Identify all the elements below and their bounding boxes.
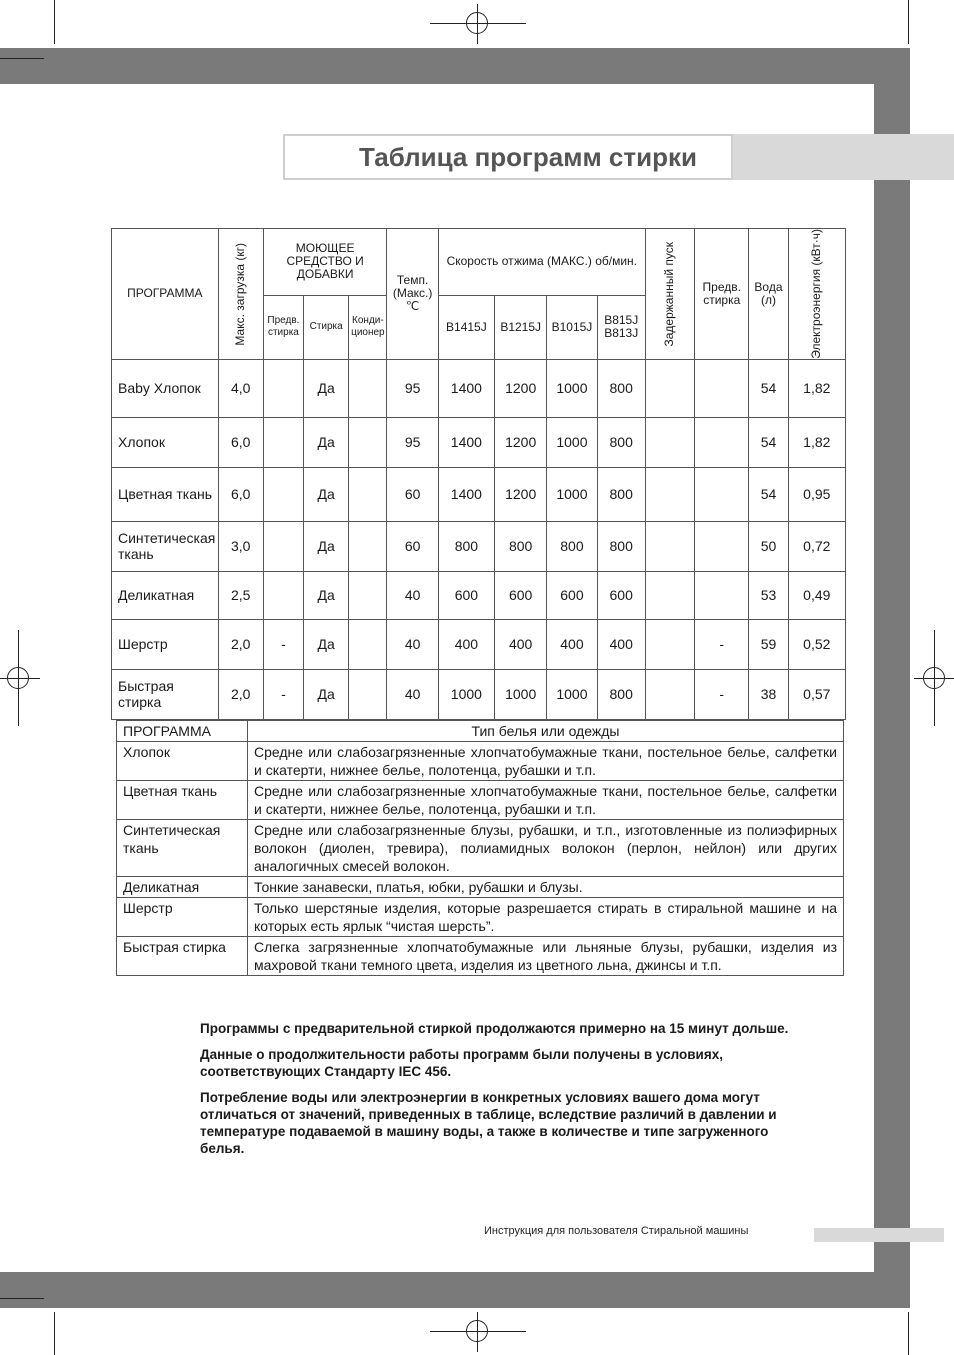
cell-s1: 600	[438, 571, 494, 619]
header-program: ПРОГРАММА	[117, 721, 248, 742]
table-row	[112, 417, 846, 467]
registration-mark	[7, 667, 29, 689]
bottom-band	[0, 1272, 910, 1308]
cell-s1: 400	[438, 619, 494, 669]
cell-delay	[645, 571, 694, 619]
notes	[200, 1020, 800, 1166]
header-prewash-sub: Предв. стирка	[263, 295, 303, 359]
cell-wash: Да	[304, 669, 349, 719]
header-spin: Скорость отжима (МАКС.) об/мин.	[438, 229, 645, 296]
cell-s2: 1200	[495, 467, 547, 521]
cell-program: Цветная ткань	[117, 781, 248, 820]
cell-temp: 95	[387, 417, 438, 467]
cell-load: 6,0	[218, 417, 263, 467]
cell-water: 50	[749, 521, 788, 571]
table-row	[112, 359, 846, 417]
cell-pre2	[695, 571, 749, 619]
right-band	[874, 84, 910, 1272]
cell-pre2	[695, 467, 749, 521]
footer-text: Инструкция для пользователя Стиральной машины	[484, 1225, 749, 1237]
cell-program: Хлопок	[112, 417, 219, 467]
top-band	[0, 48, 910, 84]
table-row	[112, 571, 846, 619]
crop-mark	[54, 1312, 55, 1355]
cell-program: Деликатная	[117, 877, 248, 898]
cell-energy: 0,95	[788, 467, 845, 521]
cell-s3: 600	[547, 571, 597, 619]
cell-water: 54	[749, 359, 788, 417]
cell-pre2	[695, 359, 749, 417]
table-row	[117, 742, 844, 781]
cell-s1: 1000	[438, 669, 494, 719]
cell-description: Средне или слабозагрязненные блузы, рубашки, и т.п., изготовленные из полиэфирных волокон (диолен, тревира), полиамидных волокон (перлон, нейлон) или других аналогичных смесей волокон.	[248, 820, 844, 877]
cell-delay	[645, 521, 694, 571]
cell-pre2: -	[695, 619, 749, 669]
crop-mark	[908, 0, 909, 44]
header-delayed: Задержанный пуск	[645, 229, 694, 360]
cell-wash: Да	[304, 571, 349, 619]
cell-water: 38	[749, 669, 788, 719]
cell-program: Деликатная	[112, 571, 219, 619]
header-wash-sub: Стирка	[304, 295, 349, 359]
registration-mark	[923, 667, 945, 689]
cell-delay	[645, 669, 694, 719]
table-row	[112, 467, 846, 521]
cell-water: 53	[749, 571, 788, 619]
cell-energy: 0,57	[788, 669, 845, 719]
cell-s3: 1000	[547, 417, 597, 467]
cell-s1: 1400	[438, 467, 494, 521]
cell-temp: 60	[387, 467, 438, 521]
cell-program: Хлопок	[117, 742, 248, 781]
cell-pre	[263, 571, 303, 619]
cell-wash: Да	[304, 417, 349, 467]
cell-load: 2,5	[218, 571, 263, 619]
description-table	[116, 720, 844, 976]
table-row	[117, 937, 844, 976]
cell-cond	[349, 669, 387, 719]
cell-load: 2,0	[218, 619, 263, 669]
cell-load: 4,0	[218, 359, 263, 417]
table-row	[117, 781, 844, 820]
cell-s3: 1000	[547, 467, 597, 521]
cell-cond	[349, 571, 387, 619]
cell-description: Только шерстяные изделия, которые разрешается стирать в стиральной машине и на которых есть ярлык “чистая шерсть”.	[248, 898, 844, 937]
cell-energy: 0,72	[788, 521, 845, 571]
note: Программы с предварительной стиркой продолжаются примерно на 15 минут дольше.	[200, 1021, 789, 1036]
cell-s1: 1400	[438, 359, 494, 417]
cell-temp: 40	[387, 571, 438, 619]
cell-wash: Да	[304, 619, 349, 669]
cell-program: Шерстр	[117, 898, 248, 937]
cell-s3: 400	[547, 619, 597, 669]
header-detergent: МОЮЩЕЕ СРЕДСТВО И ДОБАВКИ	[263, 229, 387, 296]
cell-s3: 1000	[547, 669, 597, 719]
cell-s4: 800	[597, 669, 645, 719]
header-temp: Темп. (Макс.) ℃	[387, 229, 438, 360]
cell-s3: 800	[547, 521, 597, 571]
cell-cond	[349, 619, 387, 669]
cell-s4: 800	[597, 359, 645, 417]
header-max-load: Макс. загрузка (кг)	[218, 229, 263, 360]
cell-program: Синтетическая ткань	[117, 820, 248, 877]
cell-pre2	[695, 521, 749, 571]
header-conditioner-sub: Конди- ционер	[349, 295, 387, 359]
header-model: B1015J	[547, 295, 597, 359]
table-row	[117, 820, 844, 877]
cell-pre	[263, 521, 303, 571]
header-model: B1415J	[438, 295, 494, 359]
cell-load: 6,0	[218, 467, 263, 521]
cell-description: Тонкие занавески, платья, юбки, рубашки и блузы.	[248, 877, 844, 898]
cell-s2: 1200	[495, 417, 547, 467]
cell-description: Средне или слабозагрязненные хлопчатобумажные ткани, постельное белье, салфетки и скатерти, нижнее белье, полотенца, рубашки и т.п.	[248, 742, 844, 781]
crop-mark	[0, 1298, 44, 1299]
cell-pre	[263, 467, 303, 521]
table-row	[112, 521, 846, 571]
cell-delay	[645, 467, 694, 521]
cell-wash: Да	[304, 467, 349, 521]
cell-s2: 1000	[495, 669, 547, 719]
note: Данные о продолжительности работы программ были получены в условиях, соответствующих Стандарту IEC 456.	[200, 1047, 723, 1079]
cell-description: Средне или слабозагрязненные хлопчатобумажные ткани, постельное белье, салфетки и скатерти, нижнее белье, полотенца, рубашки и т.п.	[248, 781, 844, 820]
cell-program: Шерстр	[112, 619, 219, 669]
cell-cond	[349, 359, 387, 417]
cell-description: Слегка загрязненные хлопчатобумажные или льняные блузы, рубашки, изделия из махровой ткани темного цвета, изделия из цветного льна, джинсы и т.п.	[248, 937, 844, 976]
cell-delay	[645, 619, 694, 669]
cell-cond	[349, 417, 387, 467]
cell-program: Baby Хлопок	[112, 359, 219, 417]
cell-energy: 1,82	[788, 417, 845, 467]
cell-water: 54	[749, 467, 788, 521]
header-water: Вода (л)	[749, 229, 788, 360]
cell-pre2: -	[695, 669, 749, 719]
crop-mark	[54, 0, 55, 44]
cell-s1: 1400	[438, 417, 494, 467]
cell-energy: 1,82	[788, 359, 845, 417]
note: Потребление воды или электроэнергии в конкретных условиях вашего дома могут отличаться от значений, приведенных в таблице, вследствие различий в давлении и температуре подаваемой в машину воды, а также в количестве и типе загруженного белья.	[200, 1090, 777, 1156]
cell-temp: 95	[387, 359, 438, 417]
cell-energy: 0,52	[788, 619, 845, 669]
crop-mark	[908, 1312, 909, 1355]
cell-energy: 0,49	[788, 571, 845, 619]
cell-delay	[645, 417, 694, 467]
header-model: B815J B813J	[597, 295, 645, 359]
cell-s1: 800	[438, 521, 494, 571]
cell-load: 3,0	[218, 521, 263, 571]
cell-s2: 400	[495, 619, 547, 669]
cell-water: 59	[749, 619, 788, 669]
cell-pre2	[695, 417, 749, 467]
table-row	[117, 898, 844, 937]
cell-cond	[349, 521, 387, 571]
header-energy: Электроэнергия (кВт·ч)	[788, 229, 845, 360]
cell-s2: 800	[495, 521, 547, 571]
cell-s3: 1000	[547, 359, 597, 417]
cell-s4: 800	[597, 417, 645, 467]
cell-program: Цветная ткань	[112, 467, 219, 521]
registration-mark	[466, 12, 488, 34]
header-type: Тип белья или одежды	[248, 721, 844, 742]
cell-program: Синтетическая ткань	[112, 521, 219, 571]
table-row	[112, 619, 846, 669]
cell-pre: -	[263, 619, 303, 669]
header-program: ПРОГРАММА	[112, 229, 219, 360]
cell-pre	[263, 417, 303, 467]
cell-load: 2,0	[218, 669, 263, 719]
footer-tab	[814, 1228, 944, 1242]
table-row	[117, 877, 844, 898]
cell-temp: 40	[387, 619, 438, 669]
cell-s4: 600	[597, 571, 645, 619]
cell-delay	[645, 359, 694, 417]
cell-s2: 1200	[495, 359, 547, 417]
page-title: Таблица программ стирки	[359, 142, 697, 172]
registration-mark	[466, 1320, 488, 1342]
table-row	[112, 669, 846, 719]
cell-program: Быстрая стирка	[112, 669, 219, 719]
cell-temp: 40	[387, 669, 438, 719]
cell-s4: 400	[597, 619, 645, 669]
cell-s2: 600	[495, 571, 547, 619]
cell-pre	[263, 359, 303, 417]
cell-wash: Да	[304, 359, 349, 417]
header-prewash: Предв. стирка	[695, 229, 749, 360]
header-model: B1215J	[495, 295, 547, 359]
cell-s4: 800	[597, 521, 645, 571]
cell-pre: -	[263, 669, 303, 719]
cell-water: 54	[749, 417, 788, 467]
cell-program: Быстрая стирка	[117, 937, 248, 976]
cell-wash: Да	[304, 521, 349, 571]
cell-s4: 800	[597, 467, 645, 521]
crop-mark	[0, 58, 44, 59]
cell-cond	[349, 467, 387, 521]
program-table	[111, 228, 846, 720]
cell-temp: 60	[387, 521, 438, 571]
